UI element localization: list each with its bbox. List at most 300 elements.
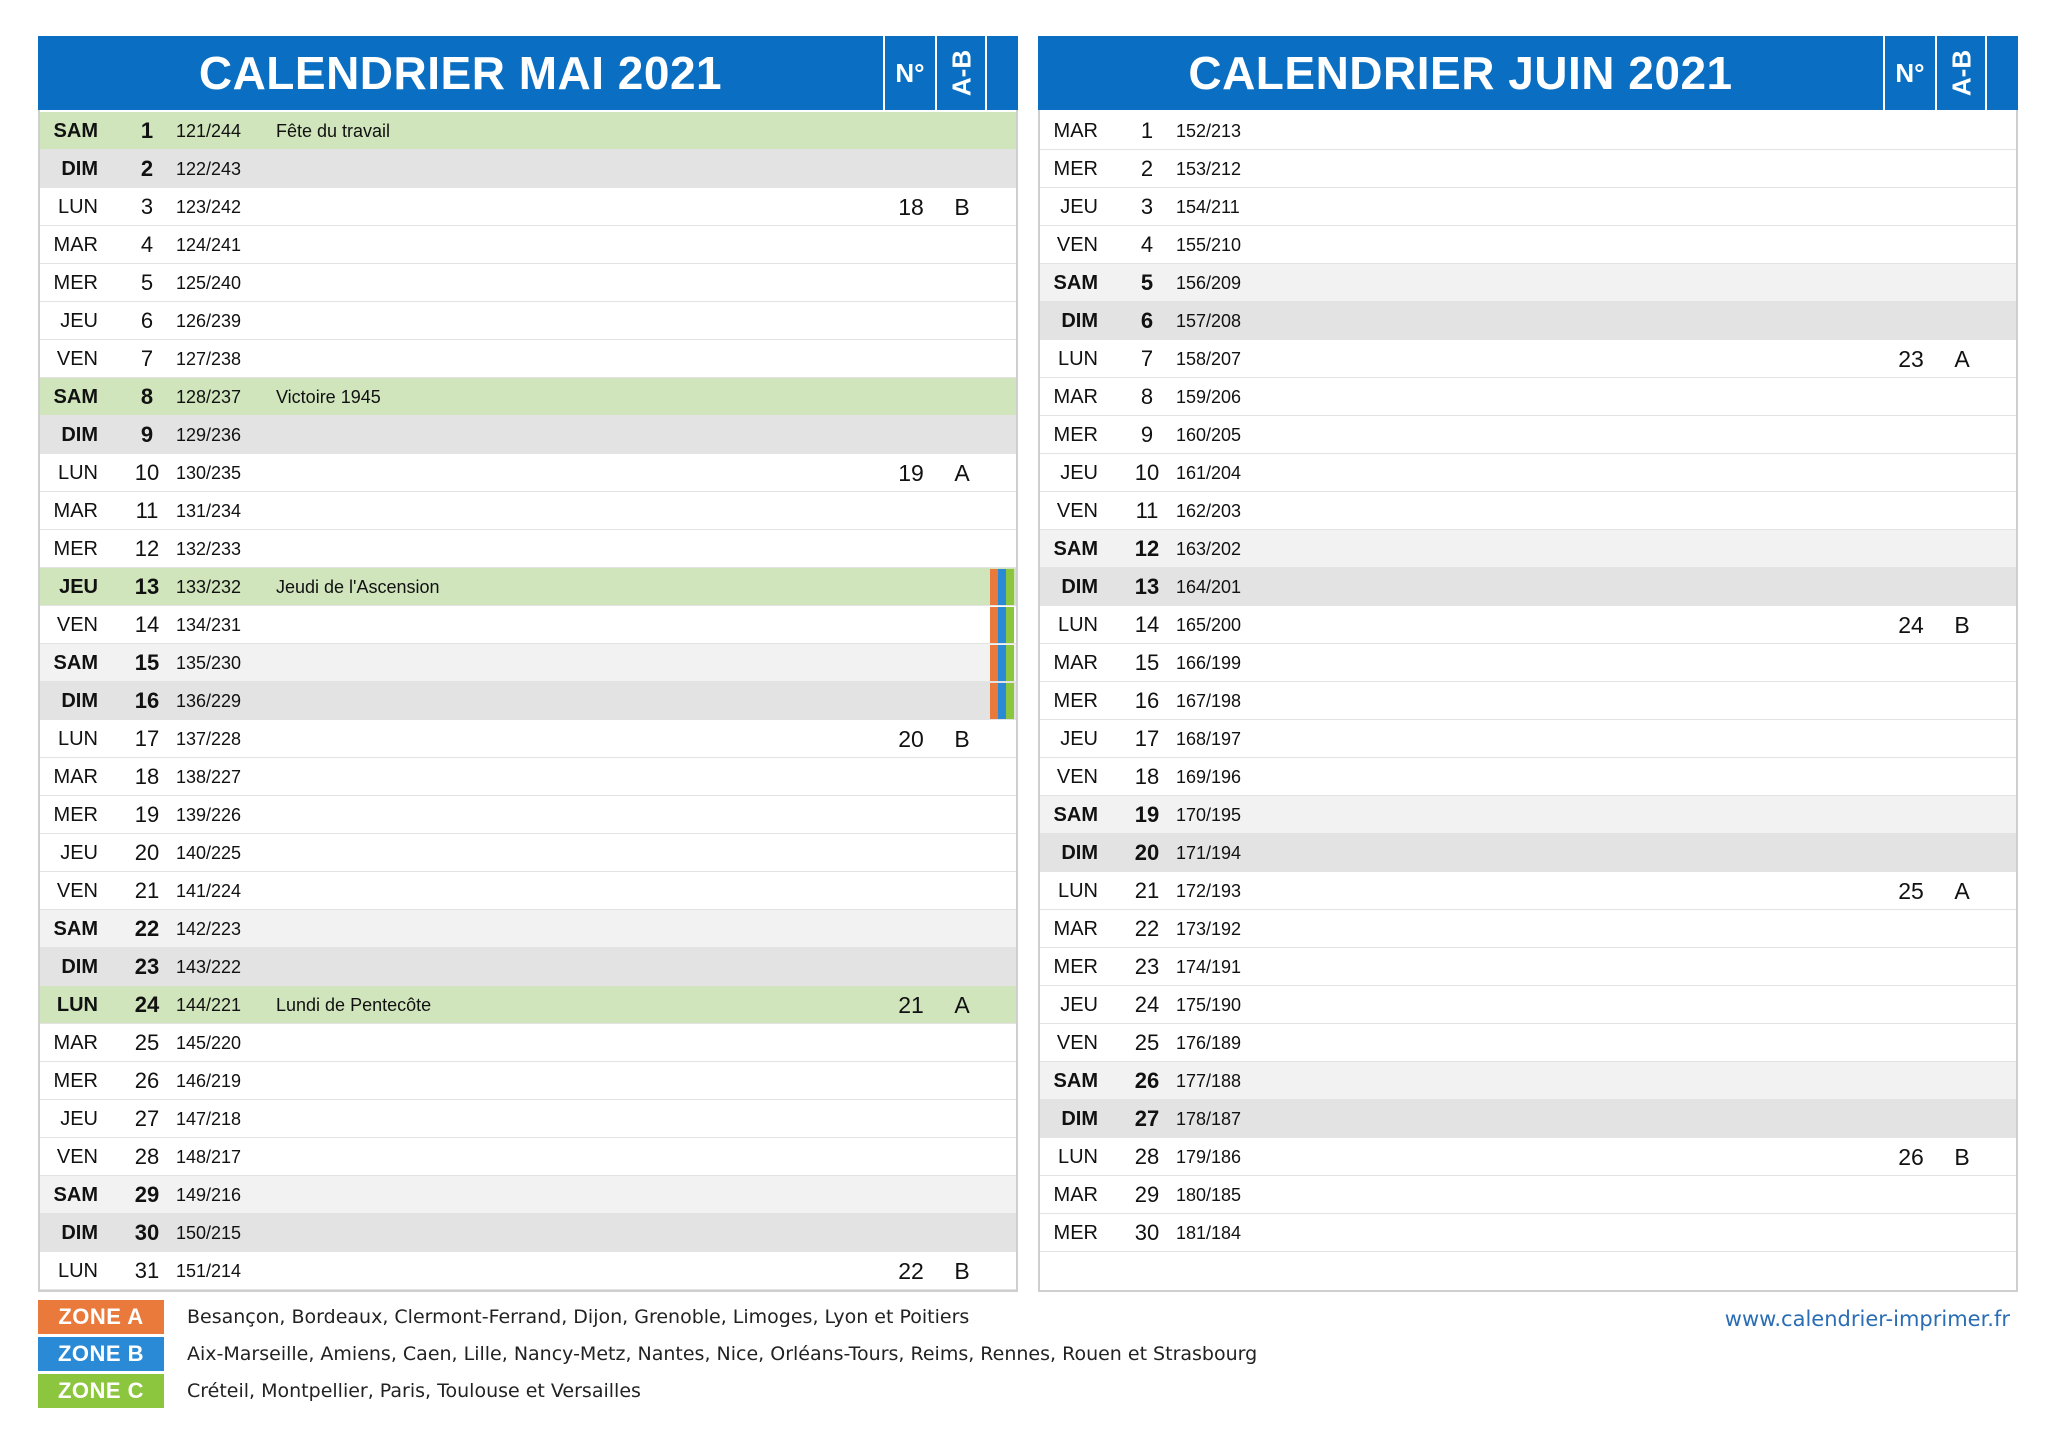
day-of-year: 160/205	[1176, 425, 1242, 445]
day-number: 4	[140, 232, 154, 257]
day-of-week: MER	[1053, 424, 1098, 446]
day-number: 17	[1134, 726, 1160, 751]
day-of-week: MER	[1053, 158, 1098, 180]
day-of-year: 179/186	[1176, 1147, 1242, 1167]
day-of-year: 156/209	[1176, 273, 1242, 293]
zone-a-vacation-marker	[990, 607, 998, 643]
week-ab-header	[935, 36, 985, 110]
day-of-week: VEN	[56, 880, 98, 902]
day-of-year: 171/194	[1176, 843, 1242, 863]
day-number: 8	[140, 384, 154, 409]
day-number: 4	[1140, 232, 1154, 257]
day-of-year: 154/211	[1176, 197, 1240, 217]
day-number: 29	[134, 1182, 160, 1207]
week-number-header: N°	[1883, 36, 1935, 110]
day-of-year: 133/232	[176, 577, 242, 597]
day-of-year: 180/185	[1176, 1185, 1242, 1205]
day-of-week: DIM	[61, 158, 98, 180]
week-ab: B	[1954, 1144, 1970, 1170]
day-number: 6	[140, 308, 154, 333]
day-number: 18	[1134, 764, 1160, 789]
zone-a-vacation-marker	[990, 569, 998, 605]
day-row	[40, 758, 1016, 796]
day-of-week: LUN	[57, 462, 98, 484]
day-row	[40, 492, 1016, 530]
day-of-week: MAR	[1053, 918, 1098, 940]
day-row	[1040, 150, 2016, 188]
day-number: 9	[140, 422, 154, 447]
day-of-week: MAR	[1053, 1184, 1098, 1206]
day-row	[1040, 188, 2016, 226]
day-number: 26	[134, 1068, 160, 1093]
day-row	[1040, 644, 2016, 682]
day-of-week: JEU	[60, 1108, 98, 1130]
day-number: 21	[134, 878, 160, 903]
day-of-year: 169/196	[1176, 767, 1242, 787]
day-number: 6	[1140, 308, 1154, 333]
day-row	[40, 112, 1016, 150]
day-of-week: DIM	[1061, 310, 1098, 332]
day-row	[1040, 796, 2016, 834]
day-of-week: MER	[1053, 956, 1098, 978]
day-of-year: 145/220	[176, 1033, 242, 1053]
day-rows	[40, 112, 1016, 1290]
day-row	[40, 910, 1016, 948]
day-of-year: 153/212	[1176, 159, 1242, 179]
day-of-year: 147/218	[176, 1109, 242, 1129]
day-number: 5	[140, 270, 154, 295]
week-number: 24	[1898, 612, 1924, 638]
calendar-header	[38, 36, 1018, 110]
day-of-week: SAM	[53, 918, 98, 940]
day-of-week: LUN	[57, 1260, 98, 1282]
day-row	[40, 226, 1016, 264]
day-of-year: 141/224	[176, 881, 242, 901]
zone-cities: Besançon, Bordeaux, Clermont-Ferrand, Dijon, Grenoble, Limoges, Lyon et Poitiers	[187, 1306, 970, 1328]
day-of-year: 124/241	[176, 235, 242, 255]
day-row	[1040, 1024, 2016, 1062]
day-of-year: 157/208	[1176, 311, 1242, 331]
day-number: 7	[140, 346, 154, 371]
day-row	[40, 682, 1016, 720]
day-number: 10	[134, 460, 160, 485]
day-row	[1040, 606, 2016, 644]
day-number: 25	[134, 1030, 160, 1055]
day-of-year: 130/235	[176, 463, 242, 483]
week-number: 19	[898, 460, 924, 486]
day-number: 13	[134, 574, 160, 599]
day-row	[40, 188, 1016, 226]
day-of-year: 121/244	[176, 121, 242, 141]
day-of-year: 150/215	[176, 1223, 242, 1243]
day-of-week: DIM	[61, 1222, 98, 1244]
day-number: 11	[1135, 498, 1159, 523]
day-of-week: LUN	[57, 196, 98, 218]
day-row	[1040, 1176, 2016, 1214]
day-row	[40, 1100, 1016, 1138]
zone-b-vacation-marker	[998, 645, 1006, 681]
day-number: 1	[140, 118, 154, 143]
day-row	[40, 796, 1016, 834]
calendar-june	[1038, 36, 2018, 1292]
day-number: 24	[1134, 992, 1160, 1017]
legend-zone-b	[38, 1337, 1438, 1371]
day-number: 21	[1134, 878, 1160, 903]
zone-badge: ZONE C	[38, 1374, 164, 1408]
header-end-cell	[985, 36, 1018, 110]
day-number: 20	[1134, 840, 1160, 865]
day-number: 7	[1140, 346, 1154, 371]
day-of-week: JEU	[60, 310, 98, 332]
day-row	[40, 834, 1016, 872]
zone-a-vacation-marker	[990, 683, 998, 719]
day-of-week: VEN	[56, 348, 98, 370]
day-of-year: 155/210	[1176, 235, 1242, 255]
day-number: 22	[134, 916, 160, 941]
day-of-year: 151/214	[176, 1261, 242, 1281]
day-of-year: 181/184	[1176, 1223, 1242, 1243]
day-number: 23	[1134, 954, 1160, 979]
day-of-week: LUN	[1057, 614, 1098, 636]
day-number: 31	[134, 1258, 160, 1283]
day-of-week: DIM	[1061, 576, 1098, 598]
day-number: 22	[1134, 916, 1160, 941]
day-of-week: SAM	[1053, 1070, 1098, 1092]
day-row	[1040, 948, 2016, 986]
day-of-year: 127/238	[176, 349, 242, 369]
day-number: 9	[1140, 422, 1154, 447]
week-number: 21	[898, 992, 924, 1018]
day-of-year: 126/239	[176, 311, 242, 331]
day-row	[40, 1062, 1016, 1100]
day-of-week: DIM	[1061, 1108, 1098, 1130]
day-of-week: VEN	[56, 1146, 98, 1168]
day-of-year: 144/221	[176, 995, 242, 1015]
day-of-year: 175/190	[1176, 995, 1242, 1015]
day-of-week: SAM	[53, 1184, 98, 1206]
day-of-year: 136/229	[176, 691, 242, 711]
day-of-year: 148/217	[176, 1147, 242, 1167]
day-of-week: VEN	[56, 614, 98, 636]
day-number: 14	[134, 612, 160, 637]
day-of-year: 149/216	[176, 1185, 242, 1205]
day-number: 28	[1134, 1144, 1160, 1169]
calendar-title: CALENDRIER MAI 2021	[198, 47, 723, 99]
day-of-week: JEU	[1060, 994, 1098, 1016]
day-of-week: SAM	[1053, 272, 1098, 294]
day-number: 16	[1134, 688, 1160, 713]
day-of-year: 140/225	[176, 843, 242, 863]
day-of-year: 131/234	[176, 501, 242, 521]
day-row	[40, 948, 1016, 986]
day-number: 26	[1134, 1068, 1160, 1093]
day-of-year: 129/236	[176, 425, 242, 445]
day-of-year: 165/200	[1176, 615, 1242, 635]
day-number: 28	[134, 1144, 160, 1169]
day-of-week: LUN	[1057, 880, 1098, 902]
day-number: 30	[134, 1220, 160, 1245]
day-of-week: SAM	[53, 120, 98, 142]
zone-b-vacation-marker	[998, 607, 1006, 643]
day-of-year: 128/237	[176, 387, 242, 407]
day-row	[40, 1024, 1016, 1062]
day-row	[1040, 112, 2016, 150]
day-of-week: JEU	[1060, 728, 1098, 750]
day-of-week: DIM	[61, 690, 98, 712]
day-of-year: 170/195	[1176, 805, 1242, 825]
zone-a-vacation-marker	[990, 645, 998, 681]
week-number: 25	[1898, 878, 1924, 904]
day-of-week: JEU	[1060, 462, 1098, 484]
week-number: 18	[898, 194, 924, 220]
day-number: 23	[134, 954, 160, 979]
week-number: 23	[1898, 346, 1924, 372]
day-of-year: 178/187	[1176, 1109, 1242, 1129]
day-row	[40, 264, 1016, 302]
day-row	[40, 1176, 1016, 1214]
day-of-week: MER	[53, 538, 98, 560]
week-number-header: N°	[883, 36, 935, 110]
week-number: 20	[898, 726, 924, 752]
day-row	[1040, 1214, 2016, 1252]
day-of-year: 125/240	[176, 273, 242, 293]
zone-cities: Aix-Marseille, Amiens, Caen, Lille, Nancy-Metz, Nantes, Nice, Orléans-Tours, Reims, Rennes, Rouen et Strasbourg	[187, 1343, 1258, 1365]
day-row	[40, 720, 1016, 758]
day-of-week: MER	[53, 804, 98, 826]
day-row	[40, 302, 1016, 340]
day-row	[40, 150, 1016, 188]
day-number: 19	[134, 802, 160, 827]
zone-cities: Créteil, Montpellier, Paris, Toulouse et Versailles	[187, 1380, 641, 1402]
day-number: 25	[1134, 1030, 1160, 1055]
day-of-week: SAM	[53, 386, 98, 408]
day-of-week: JEU	[1060, 196, 1098, 218]
day-row	[1040, 682, 2016, 720]
day-number: 3	[140, 194, 154, 219]
zone-c-vacation-marker	[1006, 569, 1014, 605]
day-number: 11	[135, 498, 159, 523]
week-ab: A	[954, 460, 970, 486]
day-number: 8	[1140, 384, 1154, 409]
day-row	[1040, 720, 2016, 758]
day-of-week: MAR	[53, 234, 98, 256]
day-of-week: SAM	[1053, 804, 1098, 826]
day-row	[1040, 378, 2016, 416]
week-ab-header-label: A-B	[946, 49, 977, 97]
zone-c-vacation-marker	[1006, 683, 1014, 719]
day-row	[40, 530, 1016, 568]
week-ab: A	[954, 992, 970, 1018]
day-row	[1040, 1062, 2016, 1100]
day-of-week: MER	[1053, 690, 1098, 712]
week-ab: B	[954, 1258, 970, 1284]
day-number: 15	[134, 650, 160, 675]
day-of-week: MAR	[53, 500, 98, 522]
day-row	[40, 454, 1016, 492]
day-number: 12	[134, 536, 160, 561]
calendar-may	[38, 36, 1018, 1292]
day-row	[1040, 530, 2016, 568]
day-row	[1040, 264, 2016, 302]
day-of-week: MAR	[1053, 386, 1098, 408]
day-row	[40, 378, 1016, 416]
day-number: 30	[1134, 1220, 1160, 1245]
day-row	[40, 416, 1016, 454]
day-of-year: 176/189	[1176, 1033, 1242, 1053]
day-row	[1040, 492, 2016, 530]
day-row	[1040, 454, 2016, 492]
day-of-week: MAR	[1053, 652, 1098, 674]
day-of-year: 177/188	[1176, 1071, 1242, 1091]
day-of-week: VEN	[1056, 234, 1098, 256]
day-row	[40, 1214, 1016, 1252]
day-of-year: 159/206	[1176, 387, 1242, 407]
day-row	[1040, 226, 2016, 264]
day-of-week: MAR	[1053, 120, 1098, 142]
day-of-year: 142/223	[176, 919, 242, 939]
day-of-week: VEN	[1056, 766, 1098, 788]
day-row	[1040, 416, 2016, 454]
zone-badge: ZONE A	[38, 1300, 164, 1334]
day-of-year: 122/243	[176, 159, 242, 179]
day-of-year: 167/198	[1176, 691, 1242, 711]
day-row	[1040, 1138, 2016, 1176]
day-of-year: 162/203	[1176, 501, 1242, 521]
day-of-week: LUN	[1057, 1146, 1098, 1168]
day-of-year: 137/228	[176, 729, 242, 749]
day-number: 14	[1134, 612, 1160, 637]
day-number: 3	[1140, 194, 1154, 219]
day-row	[1040, 302, 2016, 340]
day-of-year: 152/213	[1176, 121, 1242, 141]
zone-c-vacation-marker	[1006, 645, 1014, 681]
day-of-year: 168/197	[1176, 729, 1242, 749]
day-of-week: LUN	[56, 994, 98, 1016]
day-of-year: 138/227	[176, 767, 242, 787]
day-row	[40, 340, 1016, 378]
day-of-year: 163/202	[1176, 539, 1242, 559]
day-row	[40, 1252, 1016, 1290]
zone-c-vacation-marker	[1006, 607, 1014, 643]
day-number: 5	[1140, 270, 1154, 295]
day-row	[1040, 986, 2016, 1024]
day-number: 27	[134, 1106, 160, 1131]
day-row	[40, 872, 1016, 910]
day-of-year: 172/193	[1176, 881, 1242, 901]
day-of-week: LUN	[1057, 348, 1098, 370]
day-number: 2	[1140, 156, 1154, 181]
day-event: Lundi de Pentecôte	[276, 995, 432, 1015]
day-of-year: 161/204	[1176, 463, 1242, 483]
day-event: Victoire 1945	[276, 387, 381, 407]
day-number: 27	[1134, 1106, 1160, 1131]
week-ab: B	[954, 726, 970, 752]
week-ab-header	[1935, 36, 1985, 110]
day-of-week: DIM	[61, 956, 98, 978]
day-row	[1040, 1100, 2016, 1138]
day-number: 29	[1134, 1182, 1160, 1207]
day-of-week: MAR	[53, 1032, 98, 1054]
day-of-year: 158/207	[1176, 349, 1242, 369]
day-of-week: VEN	[1056, 500, 1098, 522]
day-of-year: 135/230	[176, 653, 242, 673]
week-ab-header-label: A-B	[1946, 49, 1977, 97]
legend-zone-a	[38, 1300, 1438, 1334]
day-of-week: MER	[53, 1070, 98, 1092]
day-of-year: 173/192	[1176, 919, 1242, 939]
day-row	[1040, 872, 2016, 910]
day-of-week: MER	[53, 272, 98, 294]
day-number: 10	[1134, 460, 1160, 485]
day-row	[1040, 834, 2016, 872]
day-of-year: 164/201	[1176, 577, 1242, 597]
day-row	[1040, 910, 2016, 948]
day-of-week: VEN	[1056, 1032, 1098, 1054]
zone-badge: ZONE B	[38, 1337, 164, 1371]
day-of-week: DIM	[1061, 842, 1098, 864]
day-number: 12	[1134, 536, 1160, 561]
day-of-year: 132/233	[176, 539, 242, 559]
day-of-year: 166/199	[1176, 653, 1242, 673]
day-of-year: 134/231	[176, 615, 242, 635]
day-number: 2	[140, 156, 154, 181]
day-number: 13	[1134, 574, 1160, 599]
week-ab: B	[1954, 612, 1970, 638]
day-of-week: SAM	[1053, 538, 1098, 560]
day-event: Jeudi de l'Ascension	[276, 577, 440, 597]
day-row	[40, 644, 1016, 682]
day-of-year: 174/191	[1176, 957, 1242, 977]
calendar-header	[1038, 36, 2018, 110]
day-row	[1040, 568, 2016, 606]
day-of-week: SAM	[53, 652, 98, 674]
day-of-week: MER	[1053, 1222, 1098, 1244]
website-link[interactable]: www.calendrier-imprimer.fr	[1724, 1307, 2010, 1331]
day-of-week: JEU	[59, 576, 98, 598]
day-of-week: MAR	[53, 766, 98, 788]
day-of-year: 146/219	[176, 1071, 242, 1091]
day-of-year: 143/222	[176, 957, 242, 977]
day-event: Fête du travail	[276, 121, 391, 141]
legend-zone-c	[38, 1374, 1438, 1408]
week-number: 22	[898, 1258, 924, 1284]
week-ab: A	[1954, 346, 1970, 372]
day-row	[1040, 340, 2016, 378]
day-rows	[1040, 112, 2016, 1252]
day-number: 15	[1134, 650, 1160, 675]
day-row	[40, 606, 1016, 644]
week-number: 26	[1898, 1144, 1924, 1170]
day-number: 19	[1134, 802, 1160, 827]
day-of-week: JEU	[60, 842, 98, 864]
day-of-year: 139/226	[176, 805, 242, 825]
day-number: 20	[134, 840, 160, 865]
week-ab: A	[1954, 878, 1970, 904]
day-of-week: DIM	[61, 424, 98, 446]
week-ab: B	[954, 194, 970, 220]
day-row	[40, 1138, 1016, 1176]
day-of-week: LUN	[57, 728, 98, 750]
day-number: 18	[134, 764, 160, 789]
zone-b-vacation-marker	[998, 569, 1006, 605]
header-end-cell	[1985, 36, 2018, 110]
calendar-title: CALENDRIER JUIN 2021	[1188, 47, 1733, 99]
day-row	[40, 568, 1016, 606]
day-of-year: 123/242	[176, 197, 242, 217]
day-number: 16	[134, 688, 160, 713]
day-number: 24	[134, 992, 160, 1017]
day-number: 17	[134, 726, 160, 751]
